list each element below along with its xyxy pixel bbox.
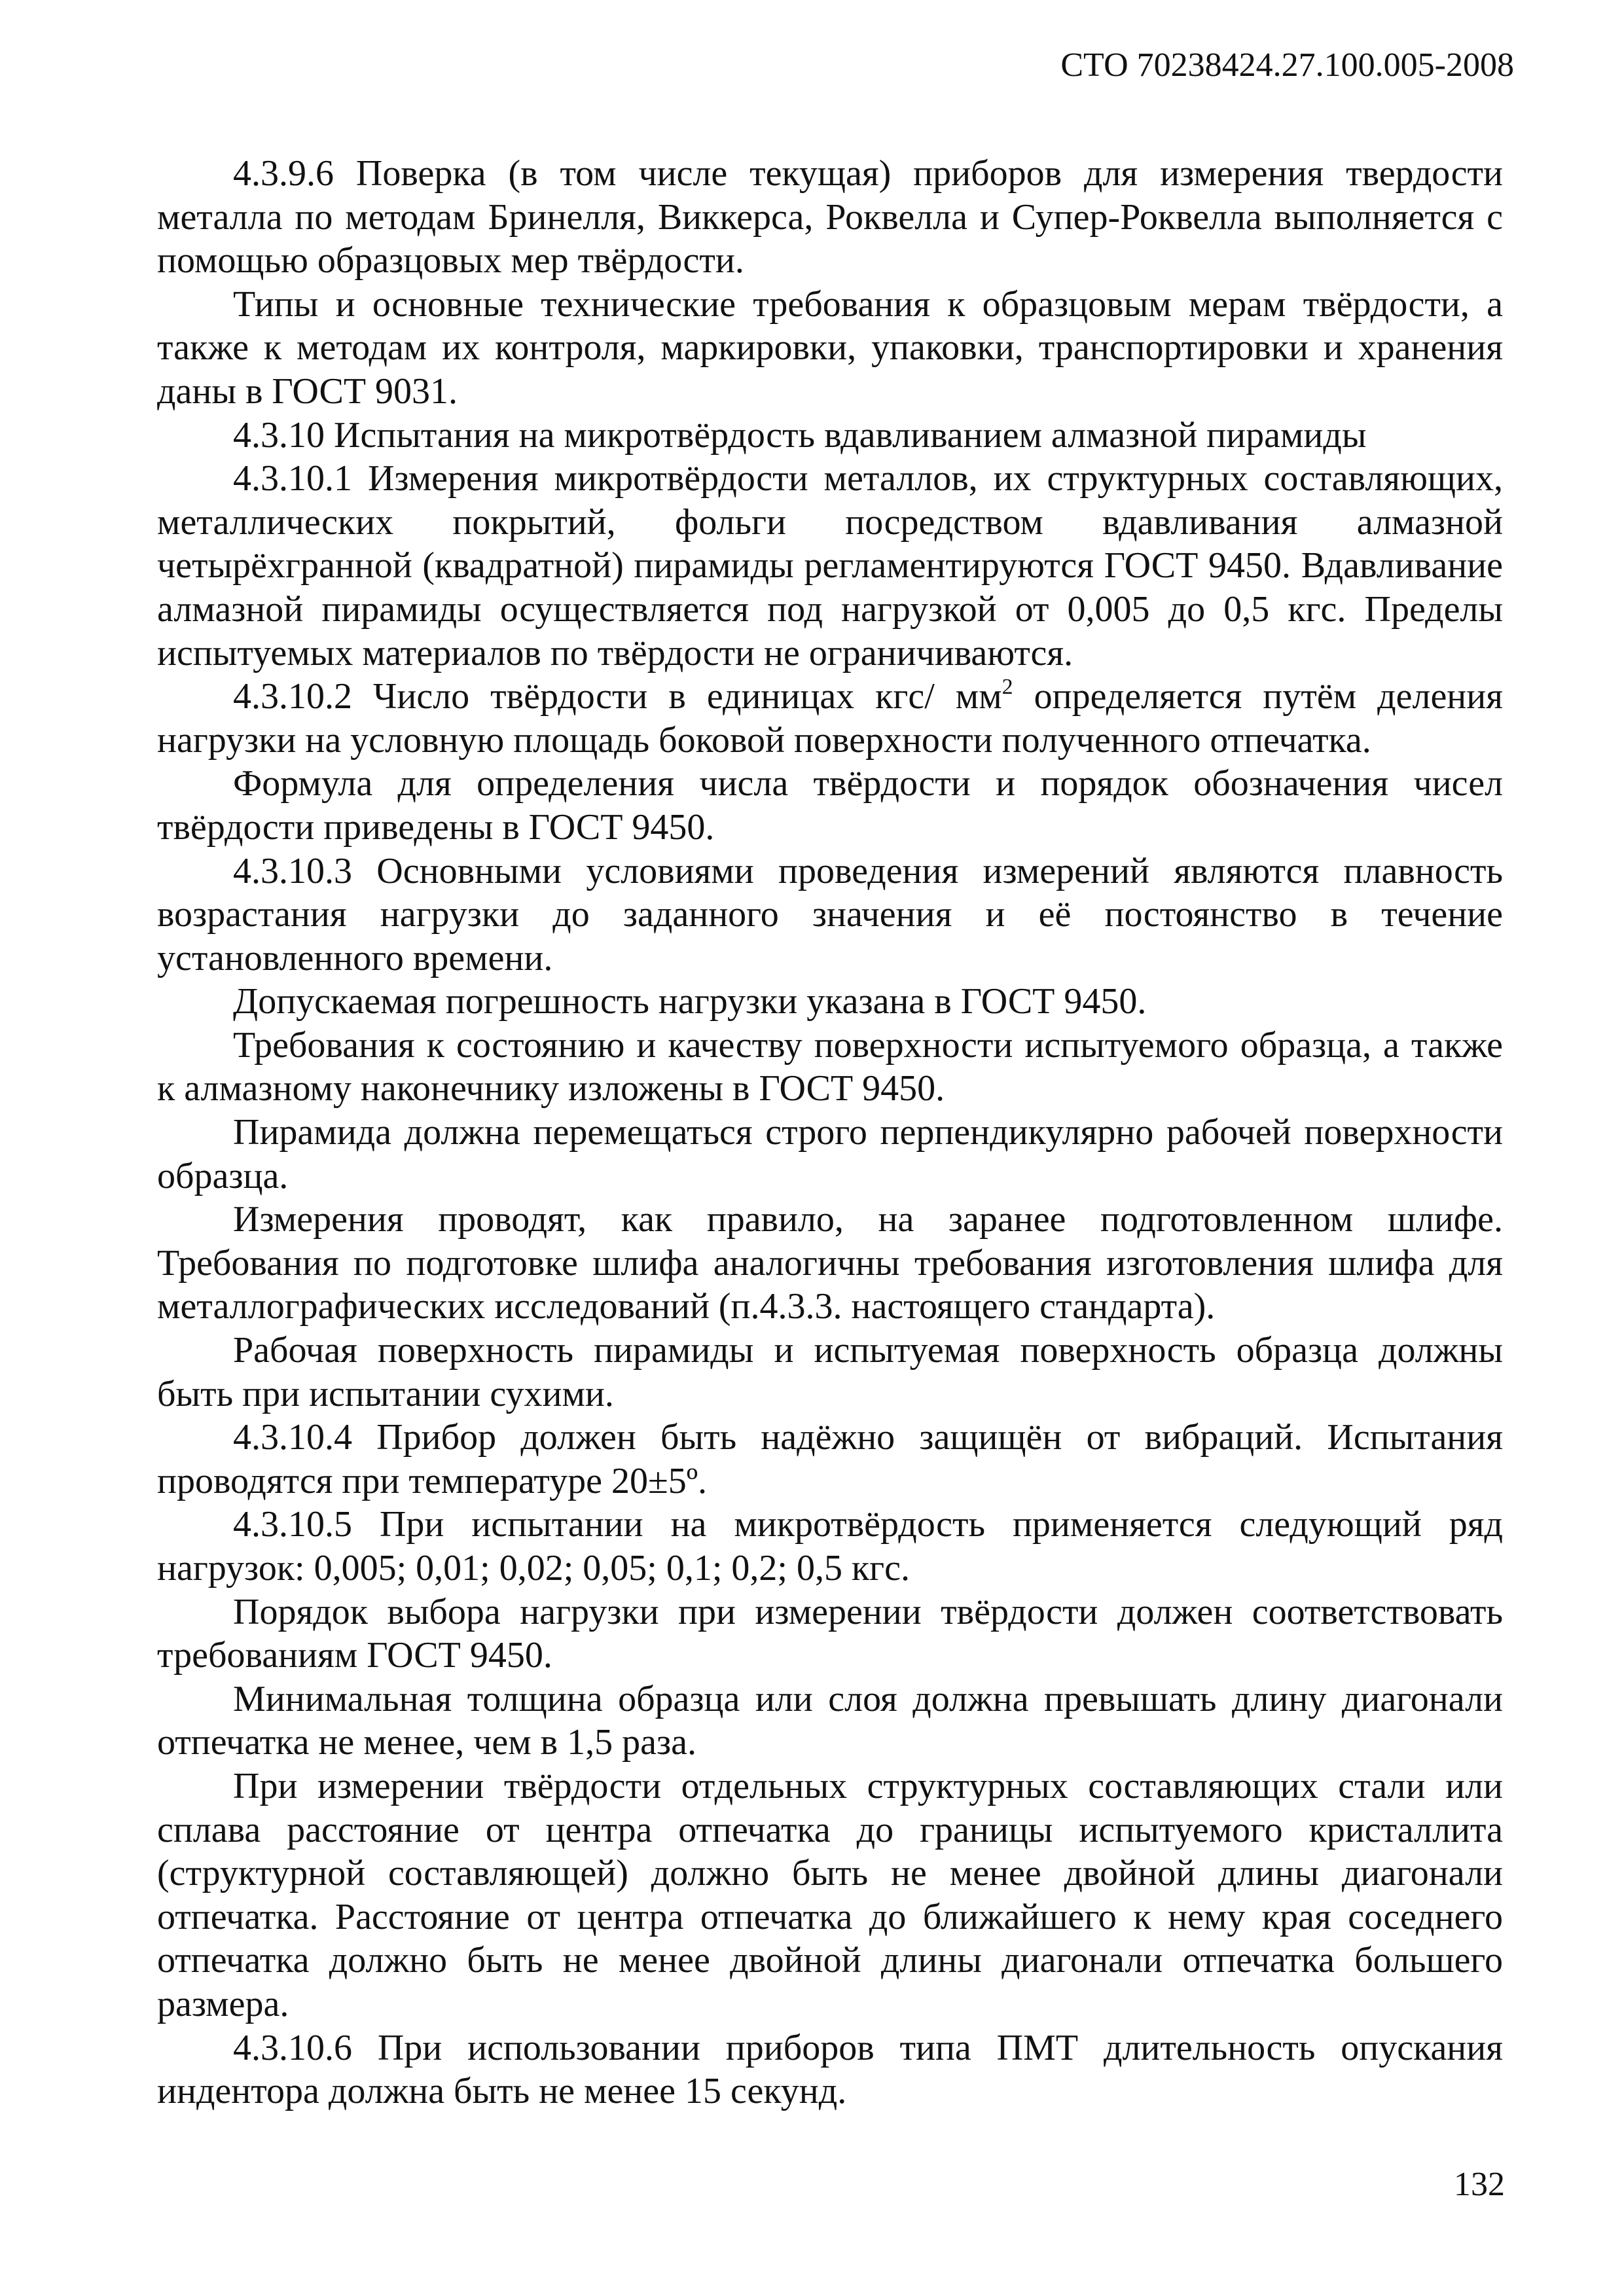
paragraph: Рабочая поверхность пирамиды и испытуемая поверхность образца должны быть при испытании сухими. [157,1330,1503,1414]
document-body [157,152,1503,2113]
paragraph: Допускаемая погрешность нагрузки указана в ГОСТ 9450. [233,981,1147,1022]
section-heading: 4.3.10 Испытания на микротвёрдость вдавливанием алмазной пирамиды [233,414,1367,456]
paragraph-text: определяется путём деления нагрузки на условную площадь боковой поверхности полученного отпечатка. [157,676,1504,761]
paragraph: Порядок выбора нагрузки при измерении твёрдости должен соответствовать требованиям ГОСТ 9450. [157,1591,1503,1676]
paragraph: 4.3.10.3 Основными условиями проведения измерений являются плавность возрастания нагрузки до заданного значения и её постоянство в течение установленного времени. [157,850,1503,978]
paragraph-text: 4.3.10.2 Число твёрдости в единицах кгс/ мм [233,676,1002,717]
superscript: 2 [1001,675,1013,700]
document-header: СТО 70238424.27.100.005-2008 [1060,46,1514,84]
page-number: 132 [1454,2166,1505,2203]
paragraph [157,675,1503,762]
paragraph: 4.3.10.1 Измерения микротвёрдости металлов, их структурных составляющих, металлических покрытий, фольги посредством вдавливания алмазной четырёхгранной (квадратной) пирамиды регламентируются ГОСТ 9450. Вдавливание алмазной пирамиды осуществляется под нагрузкой от 0,005 до 0,5 кгс. Пределы испытуемых материалов по твёрдости не ограничиваются. [157,458,1503,673]
paragraph: Типы и основные технические требования к образцовым мерам твёрдости, а также к методам их контроля, маркировки, упаковки, транспортировки и хранения даны в ГОСТ 9031. [157,283,1503,412]
paragraph: Пирамида должна перемещаться строго перпендикулярно рабочей поверхности образца. [157,1112,1503,1196]
paragraph: 4.3.10.6 При использовании приборов типа ПМТ длительность опускания индентора должна быть не менее 15 секунд. [157,2027,1503,2112]
paragraph: Формула для определения числа твёрдости и порядок обозначения чисел твёрдости приведены в ГОСТ 9450. [157,763,1503,848]
paragraph: 4.3.9.6 Поверка (в том числе текущая) приборов для измерения твердости металла по методам Бринелля, Виккерса, Роквелла и Супер-Роквелла выполняется с помощью образцовых мер твёрдости. [157,153,1503,281]
paragraph: При измерении твёрдости отдельных структурных составляющих стали или сплава расстояние от центра отпечатка до границы испытуемого кристаллита (структурной составляющей) должно быть не менее двойной длины диагонали отпечатка. Расстояние от центра отпечатка до ближайшего к нему края соседнего отпечатка должно быть не менее двойной длины диагонали отпечатка большего размера. [157,1765,1503,2024]
paragraph: 4.3.10.5 При испытании на микротвёрдость применяется следующий ряд нагрузок: 0,005; 0,01; 0,02; 0,05; 0,1; 0,2; 0,5 кгс. [157,1504,1503,1588]
paragraph: Требования к состоянию и качеству поверхности испытуемого образца, а также к алмазному наконечнику изложены в ГОСТ 9450. [157,1024,1503,1109]
paragraph: Измерения проводят, как правило, на заранее подготовленном шлифе. Требования по подготовке шлифа аналогичны требования изготовления шлифа для металлографических исследований (п.4.3.3. настоящего стандарта). [157,1199,1503,1327]
paragraph: 4.3.10.4 Прибор должен быть надёжно защищён от вибраций. Испытания проводятся при температуре 20±5º. [157,1417,1503,1501]
paragraph: Минимальная толщина образца или слоя должна превышать длину диагонали отпечатка не менее, чем в 1,5 раза. [157,1678,1503,1763]
